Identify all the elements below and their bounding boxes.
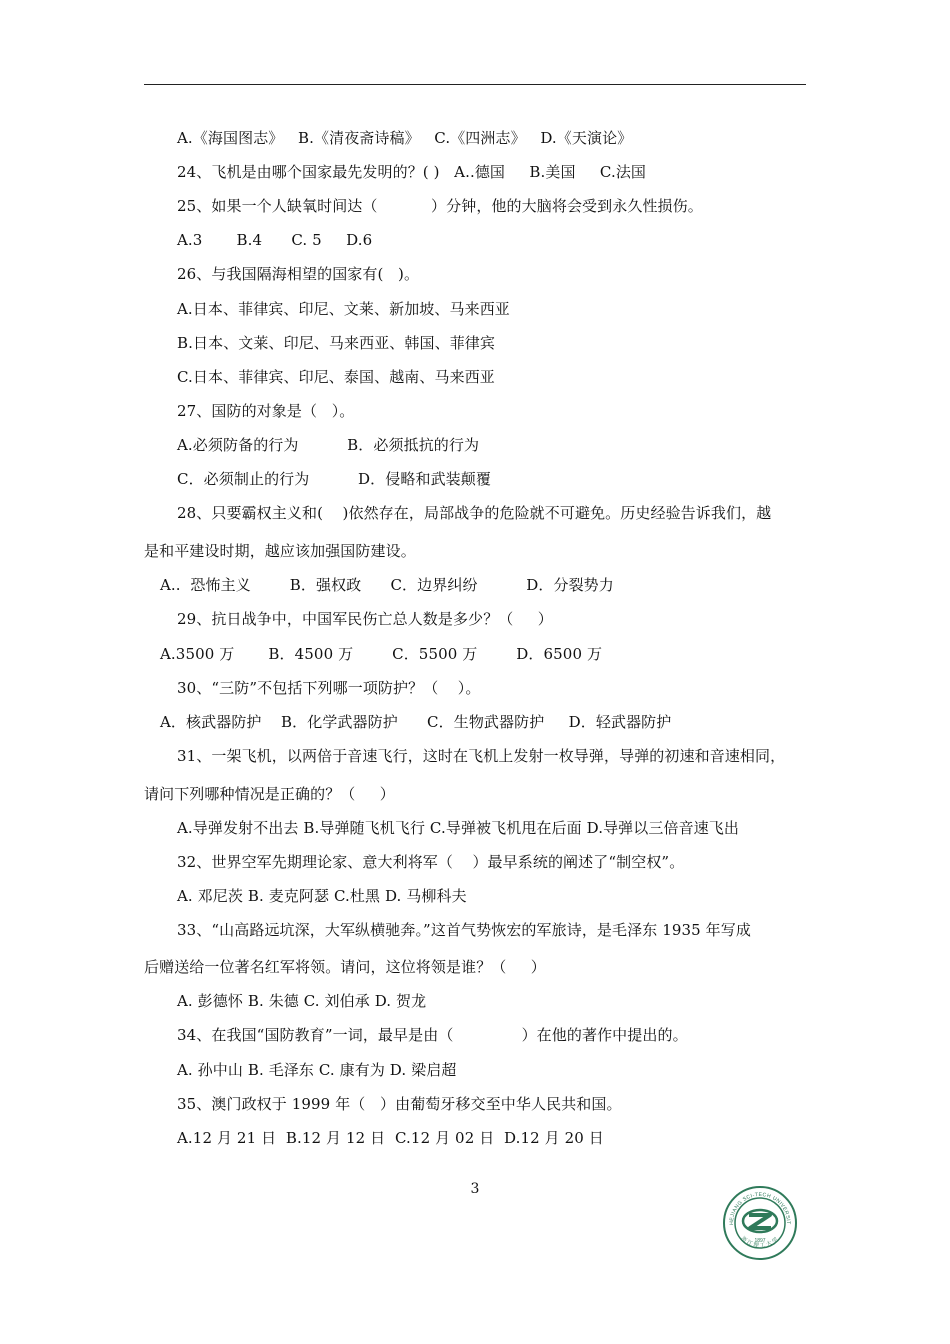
q27-options-ab: A.必须防备的行为 B．必须抵抗的行为 (177, 436, 480, 454)
q28-options: A.. 恐怖主义 B．强权政 C．边界纠纷 D．分裂势力 (160, 576, 614, 594)
q26-option-b: B.日本、文莱、印尼、马来西亚、韩国、菲律宾 (177, 334, 495, 352)
q27-text: 27、国防的对象是（ ）。 (177, 402, 355, 420)
q32-options: A. 邓尼茨 B. 麦克阿瑟 C.杜黑 D. 马柳科夫 (177, 887, 467, 905)
q25-options: A.3 B.4 C. 5 D.6 (177, 231, 373, 249)
q29-text: 29、抗日战争中，中国军民伤亡总人数是多少？（ ） (177, 610, 553, 628)
logo-english-name: HEJIANG SCI-TECH UNIVERSIT (728, 1191, 792, 1225)
q35-options: A.12 月 21 日 B.12 月 12 日 C.12 月 02 日 D.12 月 20 日 (177, 1129, 604, 1147)
q34-options: A. 孙中山 B. 毛泽东 C. 康有为 D. 梁启超 (177, 1061, 457, 1079)
q35-text: 35、澳门政权于 1999 年（ ）由葡萄牙移交至中华人民共和国。 (177, 1095, 622, 1113)
q33-options: A. 彭德怀 B. 朱德 C. 刘伯承 D. 贺龙 (177, 992, 427, 1010)
university-logo (722, 1185, 798, 1261)
q31-options: A.导弹发射不出去 B.导弹随飞机飞行 C.导弹被飞机甩在后面 D.导弹以三倍音速飞出 (177, 819, 739, 837)
q31-text-cont: 请问下列哪种情况是正确的？（ ） (144, 785, 395, 803)
q26-text: 26、与我国隔海相望的国家有( )。 (177, 265, 420, 283)
q29-options: A.3500 万 B．4500 万 C．5500 万 D．6500 万 (160, 645, 603, 663)
q31-text: 31、一架飞机，以两倍于音速飞行，这时在飞机上发射一枚导弹，导弹的初速和音速相同， (177, 747, 786, 765)
q33-text: 33、“山高路远坑深，大军纵横驰奔。”这首气势恢宏的军旅诗，是毛泽东 1935 年写成 (177, 921, 751, 939)
logo-chinese-name: 浙江理工大学 (739, 1235, 781, 1250)
logo-year: 1897 (754, 1238, 766, 1244)
q28-text: 28、只要霸权主义和( )依然存在，局部战争的危险就不可避免。历史经验告诉我们，越 (177, 504, 772, 522)
q30-text: 30、“三防”不包括下列哪一项防护？（ ）。 (177, 679, 481, 697)
header-rule (144, 84, 806, 85)
q26-option-c: C.日本、菲律宾、印尼、泰国、越南、马来西亚 (177, 368, 495, 386)
q26-option-a: A.日本、菲律宾、印尼、文莱、新加坡、马来西亚 (177, 300, 510, 318)
q33-text-cont: 后赠送给一位著名红军将领。请问，这位将领是谁？（ ） (144, 958, 546, 976)
q32-text: 32、世界空军先期理论家、意大利将军（ ）最早系统的阐述了“制空权”。 (177, 853, 685, 871)
q28-text-cont: 是和平建设时期，越应该加强国防建设。 (144, 542, 416, 560)
q24-text: 24、飞机是由哪个国家最先发明的？( ) A..德国 B.美国 C.法国 (177, 163, 647, 181)
q30-options: A．核武器防护 B．化学武器防护 C．生物武器防护 D．轻武器防护 (160, 713, 672, 731)
q25-text: 25、如果一个人缺氧时间达（ ）分钟，他的大脑将会受到永久性损伤。 (177, 197, 703, 215)
page-number: 3 (470, 1181, 480, 1197)
q23-options: A.《海国图志》 B.《清夜斋诗稿》 C.《四洲志》 D.《天演论》 (177, 129, 633, 147)
q34-text: 34、在我国“国防教育”一词，最早是由（ ）在他的著作中提出的。 (177, 1026, 688, 1044)
q27-options-cd: C．必须制止的行为 D．侵略和武装颠覆 (177, 470, 491, 488)
